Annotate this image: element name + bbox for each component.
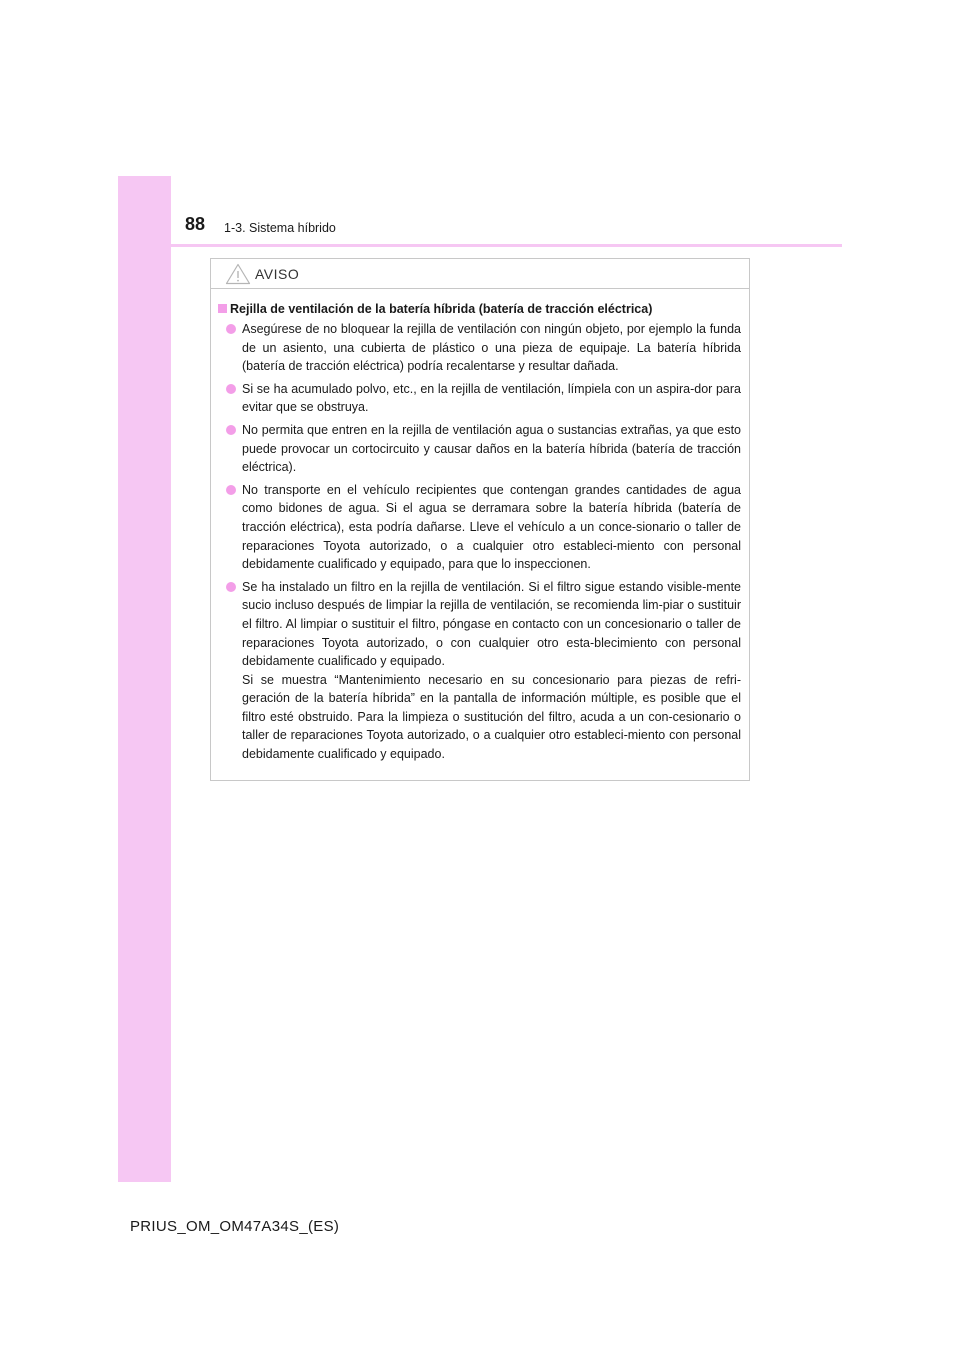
warning-content <box>211 289 749 764</box>
round-bullet-icon <box>226 582 236 592</box>
section-title: 1-3. Sistema híbrido <box>224 221 336 235</box>
warning-bullet-paragraph: No permita que entren en la rejilla de ventilación agua o sustancias extrañas, ya que esto puede provocar un cortocircuito y causar daños en la batería híbrida (batería de tracción eléctrica). <box>242 422 741 475</box>
warning-bullet-text <box>242 380 741 417</box>
warning-header <box>211 259 749 289</box>
side-tab-band <box>118 176 171 1182</box>
square-bullet-icon <box>218 304 227 313</box>
document-code: PRIUS_OM_OM47A34S_(ES) <box>130 1218 340 1235</box>
warning-bullet-paragraph: No transporte en el vehículo recipientes que contengan grandes cantidades de agua como bidones de agua. Si el agua se derramara sobre la batería híbrida (batería de tracción eléctrica), esta podría dañarse. Lleve el vehículo a un conce-sionario o taller de reparaciones Toyota autorizado, o a cualquier otro estableci-miento con personal debidamente cualificado y equipado, para que lo inspeccionen. <box>242 482 741 572</box>
warning-bullet-text <box>242 578 741 764</box>
warning-bullet-list <box>218 320 741 764</box>
warning-bullet-item <box>218 320 741 376</box>
warning-bullet-paragraph: Si se ha acumulado polvo, etc., en la rejilla de ventilación, límpiela con un aspira-dor para evitar que se obstruya. <box>242 381 741 415</box>
warning-bullet-item <box>218 578 741 764</box>
round-bullet-icon <box>226 425 236 435</box>
warning-bullet-text <box>242 481 741 574</box>
page-number: 88 <box>185 214 206 234</box>
warning-subheading-text: Rejilla de ventilación de la batería híbrida (batería de tracción eléctrica) <box>230 302 653 316</box>
warning-box <box>210 258 750 781</box>
warning-triangle-icon <box>225 263 251 285</box>
round-bullet-icon <box>226 324 236 334</box>
warning-bullet-item <box>218 380 741 417</box>
warning-bullet-item <box>218 481 741 574</box>
warning-bullet-text <box>242 320 741 376</box>
round-bullet-icon <box>226 485 236 495</box>
round-bullet-icon <box>226 384 236 394</box>
warning-bullet-text <box>242 421 741 477</box>
warning-label: AVISO <box>255 265 300 282</box>
warning-bullet-paragraph: Si se muestra “Mantenimiento necesario en su concesionario para piezas de refri-geración de la batería híbrida” en la pantalla de información múltiple, es posible que el filtro esté obstruido. Para la limpieza o sustitución del filtro, acuda a un con-cesionario o taller de reparaciones Toyota autorizado, o a cualquier otro estableci-miento con personal debidamente cualificado y equipado. <box>242 672 741 762</box>
warning-subheading <box>218 300 741 318</box>
header-rule <box>118 244 842 247</box>
warning-bullet-paragraph: Asegúrese de no bloquear la rejilla de ventilación con ningún objeto, por ejemplo la funda de un asiento, una cubierta de plástico o una pieza de equipaje. La batería híbrida (batería de tracción eléctrica) podría recalentarse y resultar dañada. <box>242 322 741 374</box>
warning-bullet-item <box>218 421 741 477</box>
warning-bullet-paragraph: Se ha instalado un filtro en la rejilla de ventilación. Si el filtro sigue estando visible-mente sucio incluso después de limpiar la rejilla de ventilación, se recomienda lim-piar o sustituir el filtro. Al limpiar o sustituir el filtro, póngase en contacto con un concesionario o taller de reparaciones Toyota autorizado, o con cualquier otro esta-blecimiento con personal debidamente cualificado y equipado. <box>242 579 741 669</box>
